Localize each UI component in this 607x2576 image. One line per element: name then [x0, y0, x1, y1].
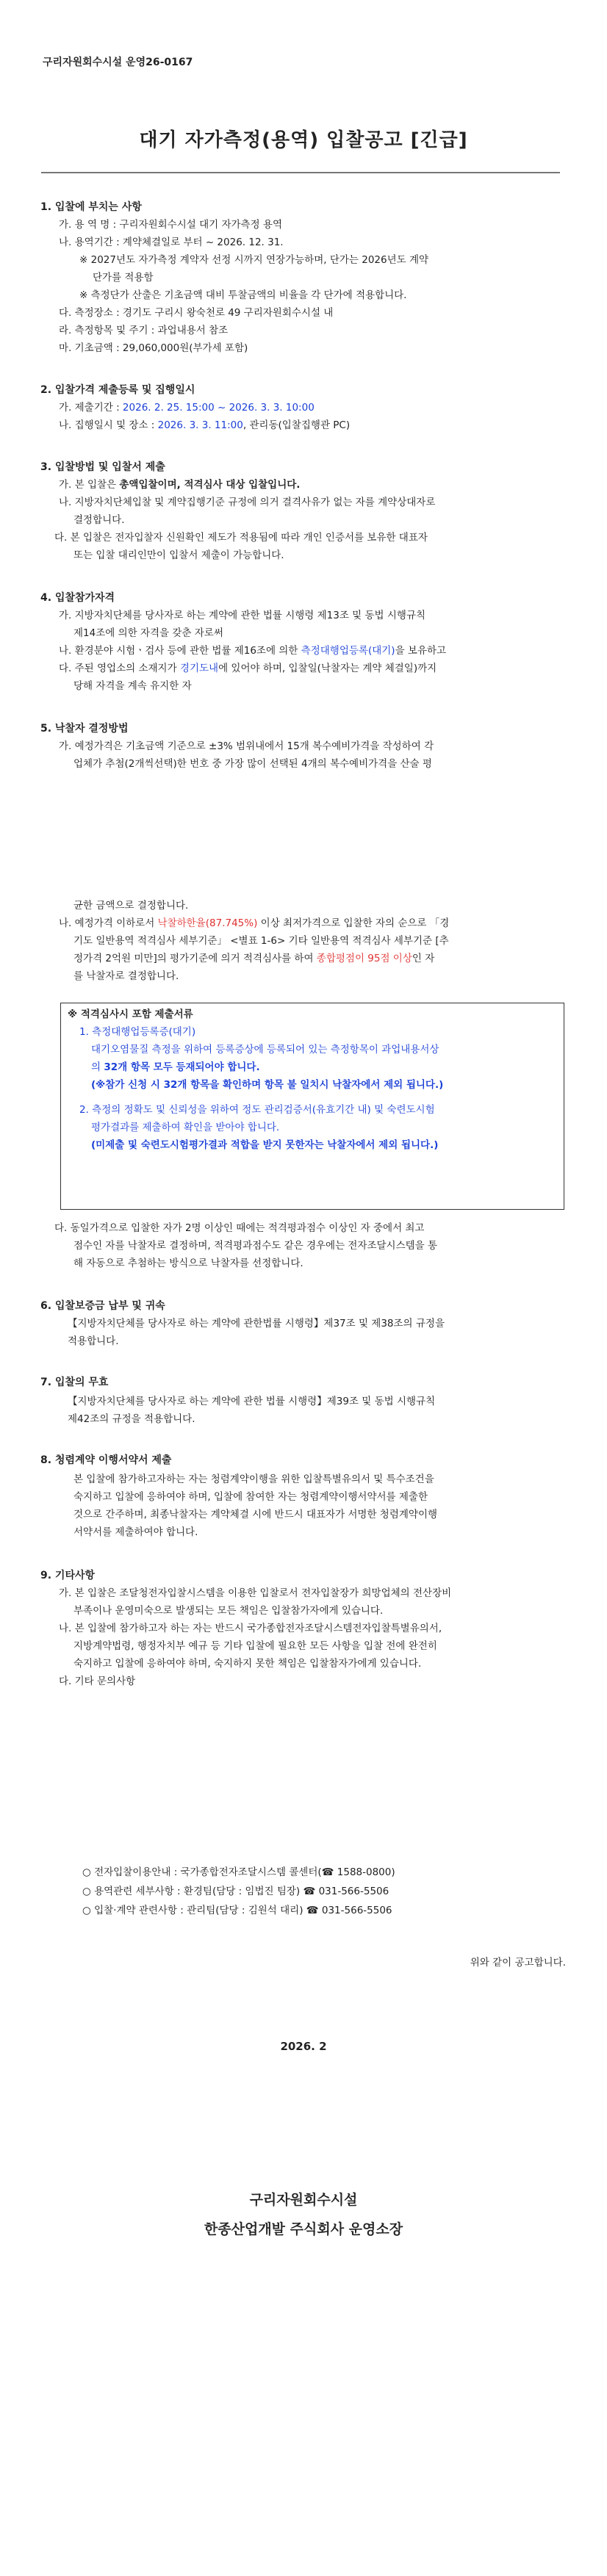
s5-item-b-cont3: 를 낙찰자로 결정합니다.: [73, 970, 179, 982]
s9-item-b-cont: 지방계약법령, 행정자치부 예규 등 기타 입찰에 필요한 모든 사항을 입찰 전에 완전히: [73, 1640, 437, 1652]
contact-contract: ○ 입찰‧계약 관련사항 : 관리팀(담당 : 김원석 대리) ☎ 031-566-5506: [82, 1905, 392, 1916]
s2-item-b: [59, 416, 566, 434]
box-item-2c: (미제출 및 숙련도시험평가결과 적합을 받지 못한자는 낙찰자에서 제외 됩니다.): [91, 1139, 439, 1151]
s3-a-emphasis: 총액입찰이며, 적격심사 대상 입찰입니다.: [119, 479, 301, 491]
s2-a-label: 가. 제출기간 :: [59, 402, 123, 414]
s8-line-3: 것으로 간주하며, 최종낙찰자는 계약체결 시에 반드시 대표자가 서명한 청렴계약이행: [73, 1509, 438, 1520]
s9-item-a: 가. 본 입찰은 조달청전자입찰시스템을 이용한 입찰로서 전자입찰장가 희망업체의 전산장비: [59, 1587, 452, 1599]
box-item-2: 2. 측정의 정확도 및 신뢰성을 위하여 정도 관리검증서(유효기간 내) 및 숙련도시험: [79, 1104, 435, 1116]
s1-item-e: 마. 기초금액 : 29,060,000원(부가세 포함): [59, 342, 248, 354]
s9-item-b-cont2: 숙지하고 입찰에 응하여야 하며, 숙지하지 못한 책임은 입찰참자가에게 있습니다.: [73, 1658, 422, 1670]
section-9-heading: 9. 기타사항: [40, 1570, 96, 1581]
title-divider: [41, 172, 560, 173]
s8-line-2: 숙지하고 입찰에 응하여야 하며, 입찰에 참여한 자는 청렴계약이행서약서를 제출한: [73, 1491, 428, 1503]
contact-e-bidding: ○ 전자입찰이용안내 : 국가종합전자조달시스템 콜센터(☎ 1588-0800): [82, 1866, 395, 1878]
s4-c-post: 에 있어야 하며, 입찰일(낙찰자는 계약 체결일)까지: [218, 663, 437, 674]
s3-item-b-cont: 결정합니다.: [73, 514, 125, 526]
s2-item-a: [59, 399, 566, 416]
s6-line-2: 적용합니다.: [68, 1335, 119, 1347]
section-6-heading: 6. 입찰보증금 납부 및 귀속: [40, 1300, 165, 1312]
section-8-heading: 8. 청렴계약 이행서약서 제출: [40, 1454, 172, 1466]
s3-item-c: 다. 본 입찰은 전자입찰자 신원확인 제도가 적용됨에 따라 개인 인증서를 보유한 대표자: [54, 532, 428, 544]
s7-line-2: 제42조의 규정을 적용합니다.: [68, 1413, 195, 1425]
section-3-heading: 3. 입찰방법 및 입찰서 제출: [40, 461, 165, 473]
s3-item-c-cont: 또는 입찰 대리인만이 입찰서 제출이 가능합니다.: [73, 549, 284, 561]
s5-item-c-cont2: 해 자동으로 추첨하는 방식으로 낙찰자를 선정합니다.: [73, 1258, 304, 1269]
s4-item-c: [59, 660, 566, 677]
s2-b-place: , 관리동(입찰집행관 PC): [243, 419, 351, 431]
box-1b-pre: 의: [91, 1061, 104, 1073]
s5-b3-label: 정가격 2억원 미만]의 평가기준에 의거 적격심사를 하여: [73, 953, 317, 964]
s5-item-b-cont: 기도 일반용역 적격심사 세부기준」 <별표 1-6> 기타 일반용역 적격심사 세부기준 [추: [73, 935, 449, 947]
s5-item-c: 다. 동일가격으로 입찰한 자가 2명 이상인 때에는 적격평과점수 이상인 자 중에서 최고: [54, 1222, 425, 1234]
s5-item-a-cont: 업체가 추첨(2개씩선택)한 번호 중 가장 많이 선택된 4개의 복수예비가격을 산술 평: [73, 758, 432, 770]
s1-note-1b: 단가를 적용함: [93, 272, 154, 284]
page-title: 대기 자가측정(용역) 입찰공고 [긴급]: [139, 129, 468, 151]
s4-item-a-cont: 제14조에 의한 자격을 갖춘 자로써: [73, 627, 223, 639]
box-item-1c: (※참가 신청 시 32개 항목을 확인하며 항목 불 일치시 낙찰자에서 제외 됩니다.): [91, 1079, 444, 1091]
s3-item-b: 나. 지방자치단체입찰 및 계약집행기준 규정에 의거 결격사유가 없는 자를 계약상대자로: [59, 497, 436, 508]
s5-item-b: [59, 914, 566, 932]
s3-a-label: 가. 본 입찰은: [59, 479, 120, 491]
s4-item-b: [59, 642, 566, 660]
s8-line-4: 서약서를 제출하여야 합니다.: [73, 1526, 198, 1538]
s4-b-post: 을 보유하고: [395, 645, 447, 657]
s5-b-post: 이상 최저가격으로 입찰한 자의 순으로 「경: [257, 917, 450, 929]
s9-item-a-cont: 부족이나 운영미숙으로 발생되는 모든 책임은 입찰참가자에게 있습니다.: [73, 1605, 384, 1617]
s4-b-label: 나. 환경분야 시험ㆍ검사 등에 관한 법률 제16조에 의한: [59, 645, 301, 657]
organization-name: 구리자원회수시설: [249, 2192, 358, 2208]
s9-item-b: 나. 본 입찰에 참가하고자 하는 자는 반드시 국가종합전자조달시스템전자입찰특별유의서,: [59, 1623, 442, 1634]
s5-b-label: 나. 예정가격 이하로서: [59, 917, 158, 929]
s8-line-1: 본 입찰에 참가하고자하는 자는 청렴계약이행을 위한 입찰특별유의서 및 특수조건을: [73, 1473, 434, 1485]
location-requirement: 경기도내: [179, 663, 219, 674]
document-number: 구리자원회수시설 운영26-0167: [43, 57, 193, 68]
s1-item-c: 다. 측정장소 : 경기도 구리시 왕숙천로 49 구리자원회수시설 내: [59, 307, 334, 319]
box-title: ※ 적격심사시 포함 제출서류: [68, 1009, 193, 1020]
box-item-1a: 대기오염물질 측정을 위하여 등록증상에 등록되어 있는 측정항목이 과업내용서상: [91, 1044, 439, 1056]
execution-datetime: 2026. 3. 3. 11:00: [157, 419, 243, 431]
box-item-2b: 평가결과를 제출하여 확인을 받아야 합니다.: [91, 1122, 280, 1133]
s2-b-label: 나. 집행일시 및 장소 :: [59, 419, 158, 431]
score-requirement: 종합평점이 95점 이상: [316, 953, 412, 964]
s5-item-b-cont2: [73, 950, 581, 967]
section-4-heading: 4. 입찰참가자격: [40, 592, 115, 604]
s6-line-1: 【지방자치단체를 당사자로 하는 계약에 관한법률 시행령】제37조 및 제38조의 규정을: [68, 1318, 445, 1330]
section-1-heading: 1. 입찰에 부치는 사항: [40, 201, 142, 213]
closing-statement: 위와 같이 공고합니다.: [470, 1957, 566, 1969]
organization-manager: 한종산업개발 주식회사 운영소장: [204, 2221, 403, 2237]
s5-b3-post: 인 자: [412, 953, 435, 964]
s4-item-c-cont: 당해 자격을 계속 유지한 자: [73, 680, 192, 692]
s4-c-label: 다. 주된 영업소의 소재지가: [59, 663, 180, 674]
announcement-date: 2026. 2: [280, 2040, 327, 2053]
s5-item-a: 가. 예정가격은 기초금액 기준으로 ±3% 범위내에서 15개 복수예비가격을 작성하여 각: [59, 740, 434, 752]
s1-note-2: ※ 측정단가 산출은 기초금액 대비 투찰금액의 비율을 각 단가에 적용합니다.: [79, 289, 407, 301]
s1-item-b: 나. 용역기간 : 계약체결일로 부터 ~ 2026. 12. 31.: [59, 237, 284, 248]
s4-item-a: 가. 지방자치단체를 당사자로 하는 계약에 관한 법률 시행령 제13조 및 동법 시행규칙: [59, 610, 426, 621]
lower-limit-rate: 낙찰하한율(87.745%): [157, 917, 258, 929]
box-item-1: 1. 측정대행업등록증(대기): [79, 1026, 196, 1038]
contact-service: ○ 용역관련 세부사항 : 환경팀(담당 : 임법진 팀장) ☎ 031-566-5506: [82, 1886, 389, 1897]
s5-item-a-cont2: 균한 금액으로 결정합니다.: [73, 900, 189, 912]
registration-requirement: 측정대행업등록(대기): [301, 645, 395, 657]
s7-line-1: 【지방자치단체를 당사자로 하는 계약에 관한 법률 시행령】제39조 및 동법 시행규칙: [68, 1396, 436, 1407]
box-item-1b: [91, 1058, 598, 1076]
submission-period: 2026. 2. 25. 15:00 ~ 2026. 3. 3. 10:00: [122, 402, 315, 414]
s1-item-a: 가. 용 역 명 : 구리자원회수시설 대기 자가측정 용역: [59, 219, 282, 231]
section-7-heading: 7. 입찰의 무효: [40, 1377, 109, 1388]
s9-item-c: 다. 기타 문의사항: [59, 1675, 136, 1687]
s1-note-1: ※ 2027년도 자가측정 계약자 선정 시까지 연장가능하며, 단가는 2026년도 계약: [79, 254, 429, 266]
s5-item-c-cont: 점수인 자를 낙찰자로 결정하며, 적격평과점수도 같은 경우에는 전자조달시스템을 통: [73, 1240, 438, 1252]
box-1b-emphasis: 32개 항목 모두 등재되어야 합니다.: [104, 1061, 260, 1073]
s3-item-a: [59, 476, 566, 494]
s1-item-d: 라. 측정항목 및 주기 : 과업내용서 참조: [59, 325, 229, 336]
section-5-heading: 5. 낙찰자 결정방법: [40, 723, 129, 735]
section-2-heading: 2. 입찰가격 제출등록 및 집행일시: [40, 384, 195, 396]
